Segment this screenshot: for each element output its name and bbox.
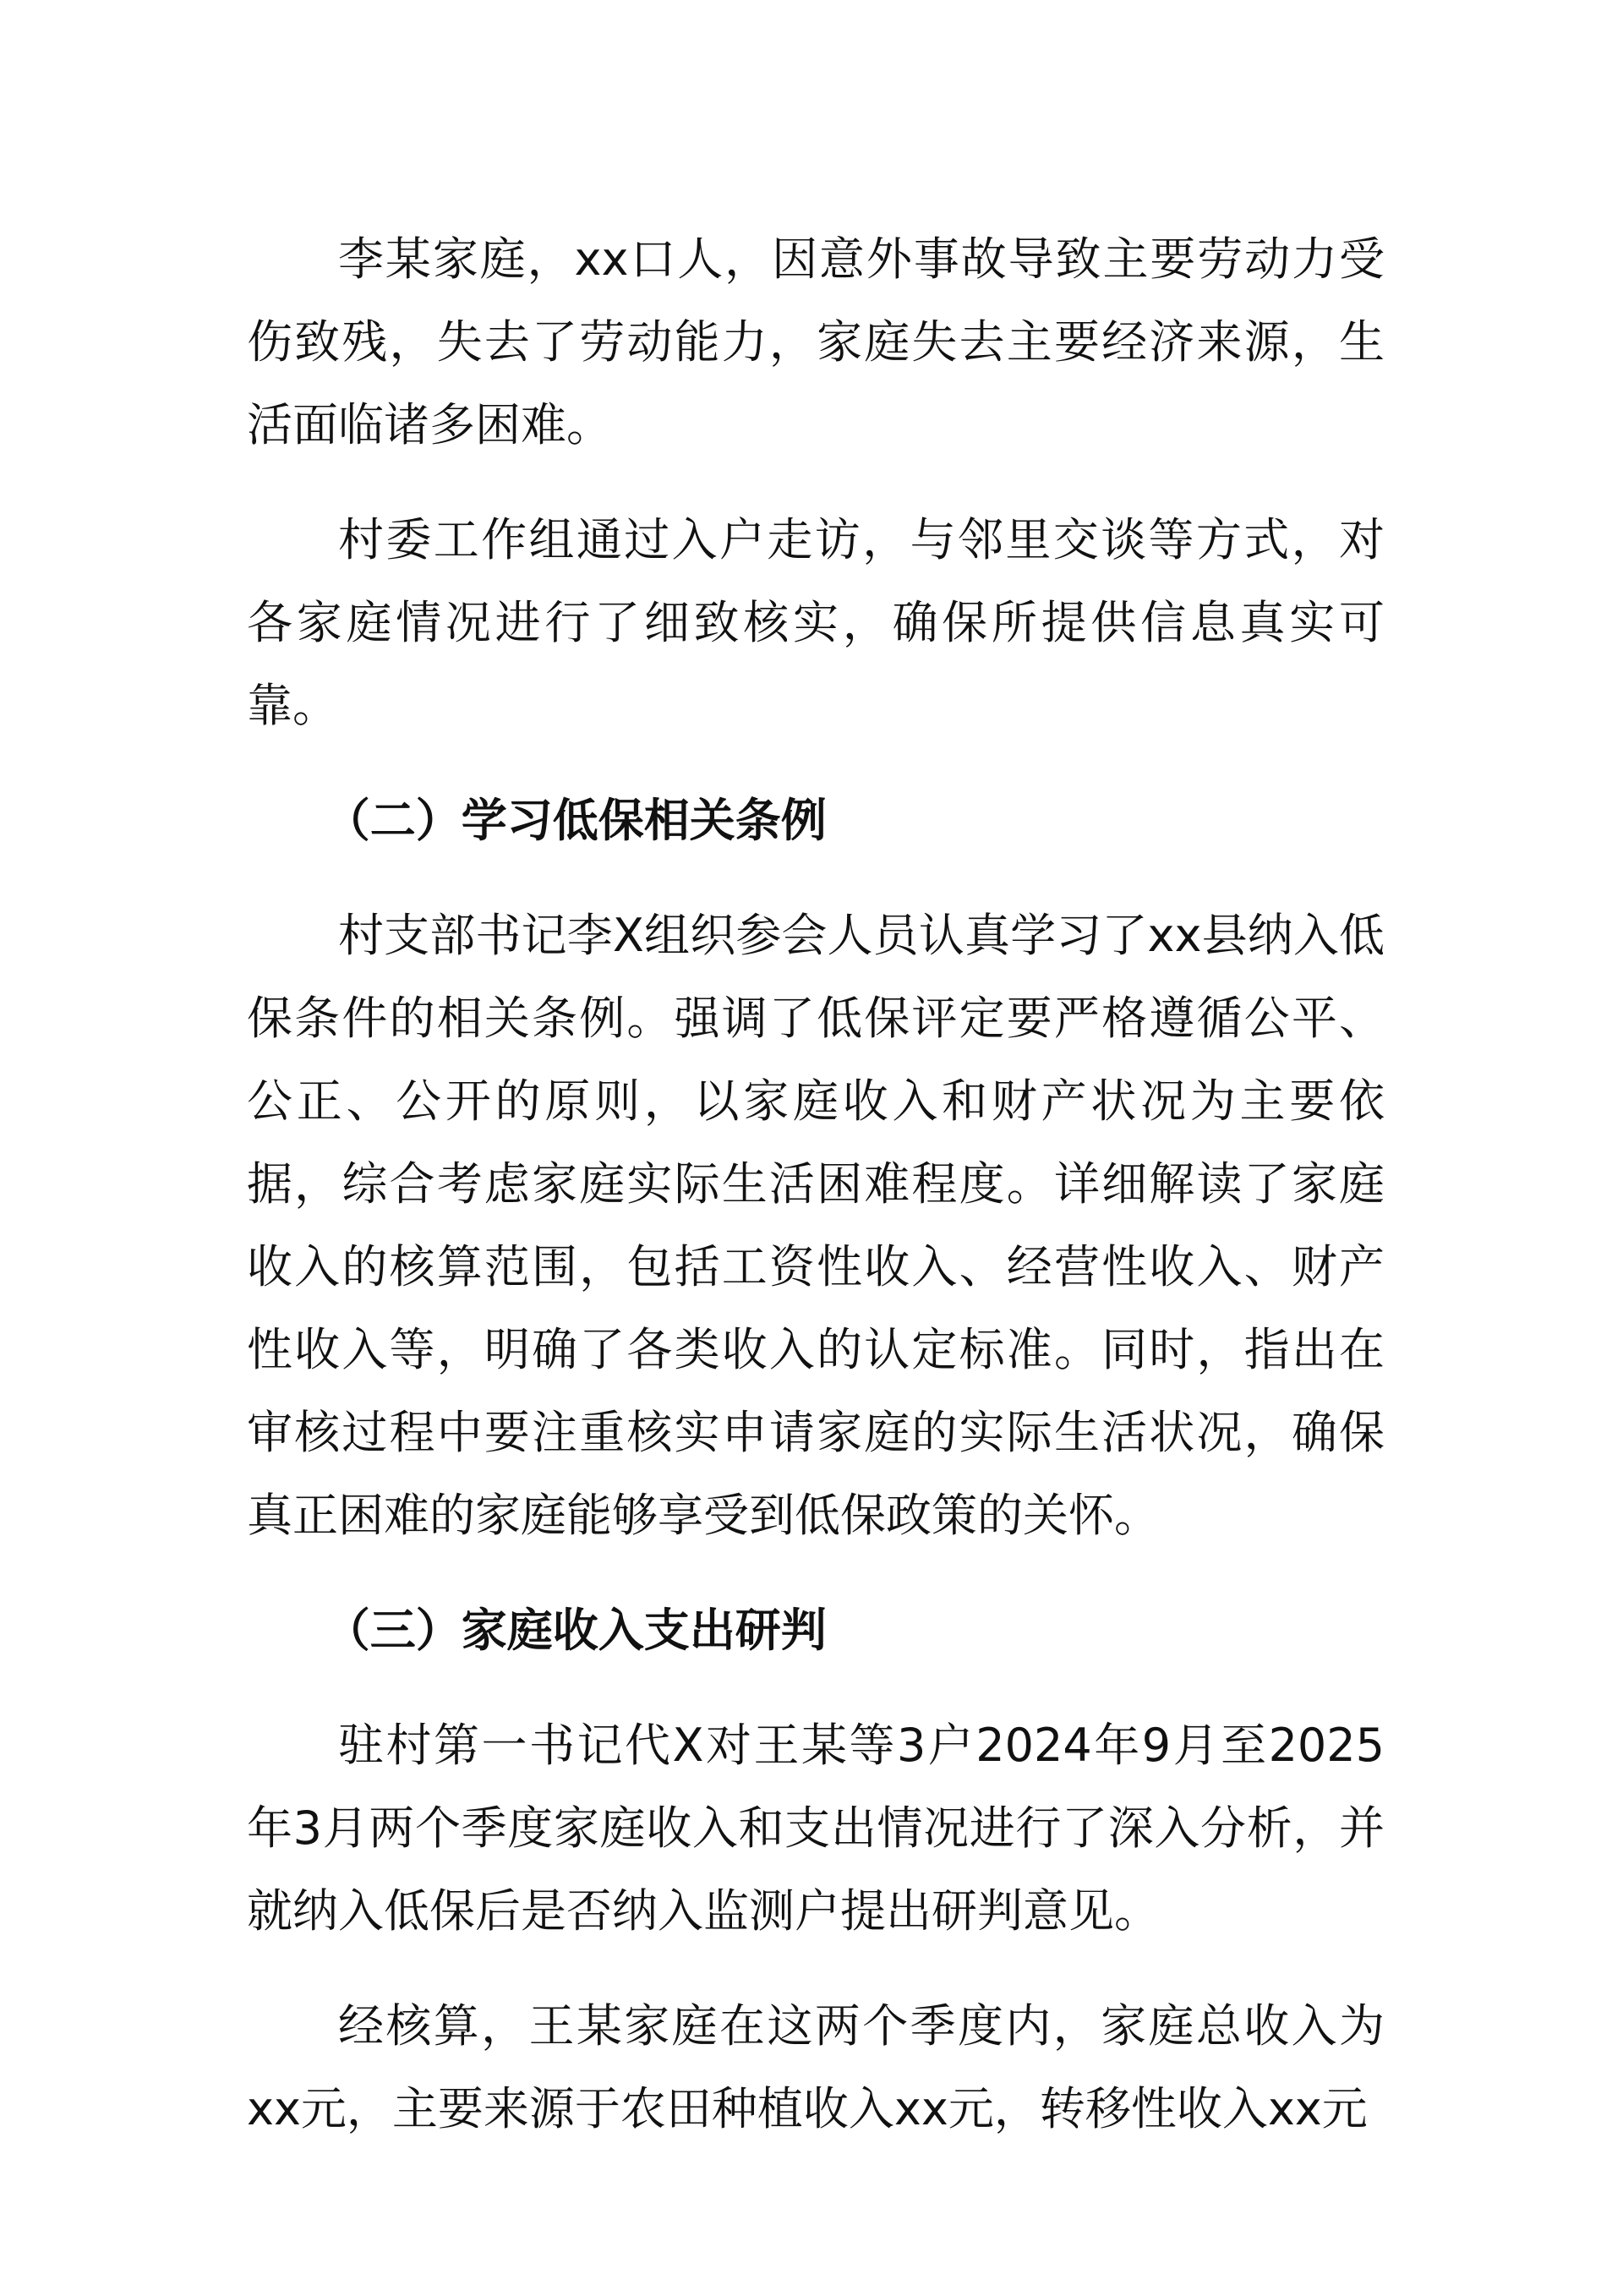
paragraph-wang-family-income: 经核算，王某家庭在这两个季度内，家庭总收入为xx元，主要来源于农田种植收入xx元，转移性收入xx元 [247,1999,1385,2135]
paragraph-income-analysis: 驻村第一书记代X对王某等3户2024年9月至2025年3月两个季度家庭收入和支出情况进行了深入分析，并就纳入低保后是否纳入监测户提出研判意见。 [247,1719,1385,1938]
paragraph-li-family: 李某家庭，xx口人，因意外事故导致主要劳动力受伤致残，失去了劳动能力，家庭失去主要经济来源，生活面临诸多困难。 [247,232,1385,451]
document-body [247,218,1385,2183]
paragraph-study-regulations: 村支部书记李X组织参会人员认真学习了xx县纳入低保条件的相关条例。强调了低保评定要严格遵循公平、公正、公开的原则，以家庭收入和财产状况为主要依据，综合考虑家庭实际生活困难程度。详细解读了家庭收入的核算范围，包括工资性收入、经营性收入、财产性收入等，明确了各类收入的认定标准。同时，指出在审核过程中要注重核实申请家庭的实际生活状况，确保真正困难的家庭能够享受到低保政策的关怀。 [247,909,1385,1542]
heading-section-three: （三）家庭收入支出研判 [324,1604,827,1657]
heading-section-two: （二）学习低保相关条例 [324,794,827,847]
paragraph-verification: 村委工作组通过入户走访，与邻里交谈等方式，对各家庭情况进行了细致核实，确保所提供信息真实可靠。 [247,513,1385,732]
